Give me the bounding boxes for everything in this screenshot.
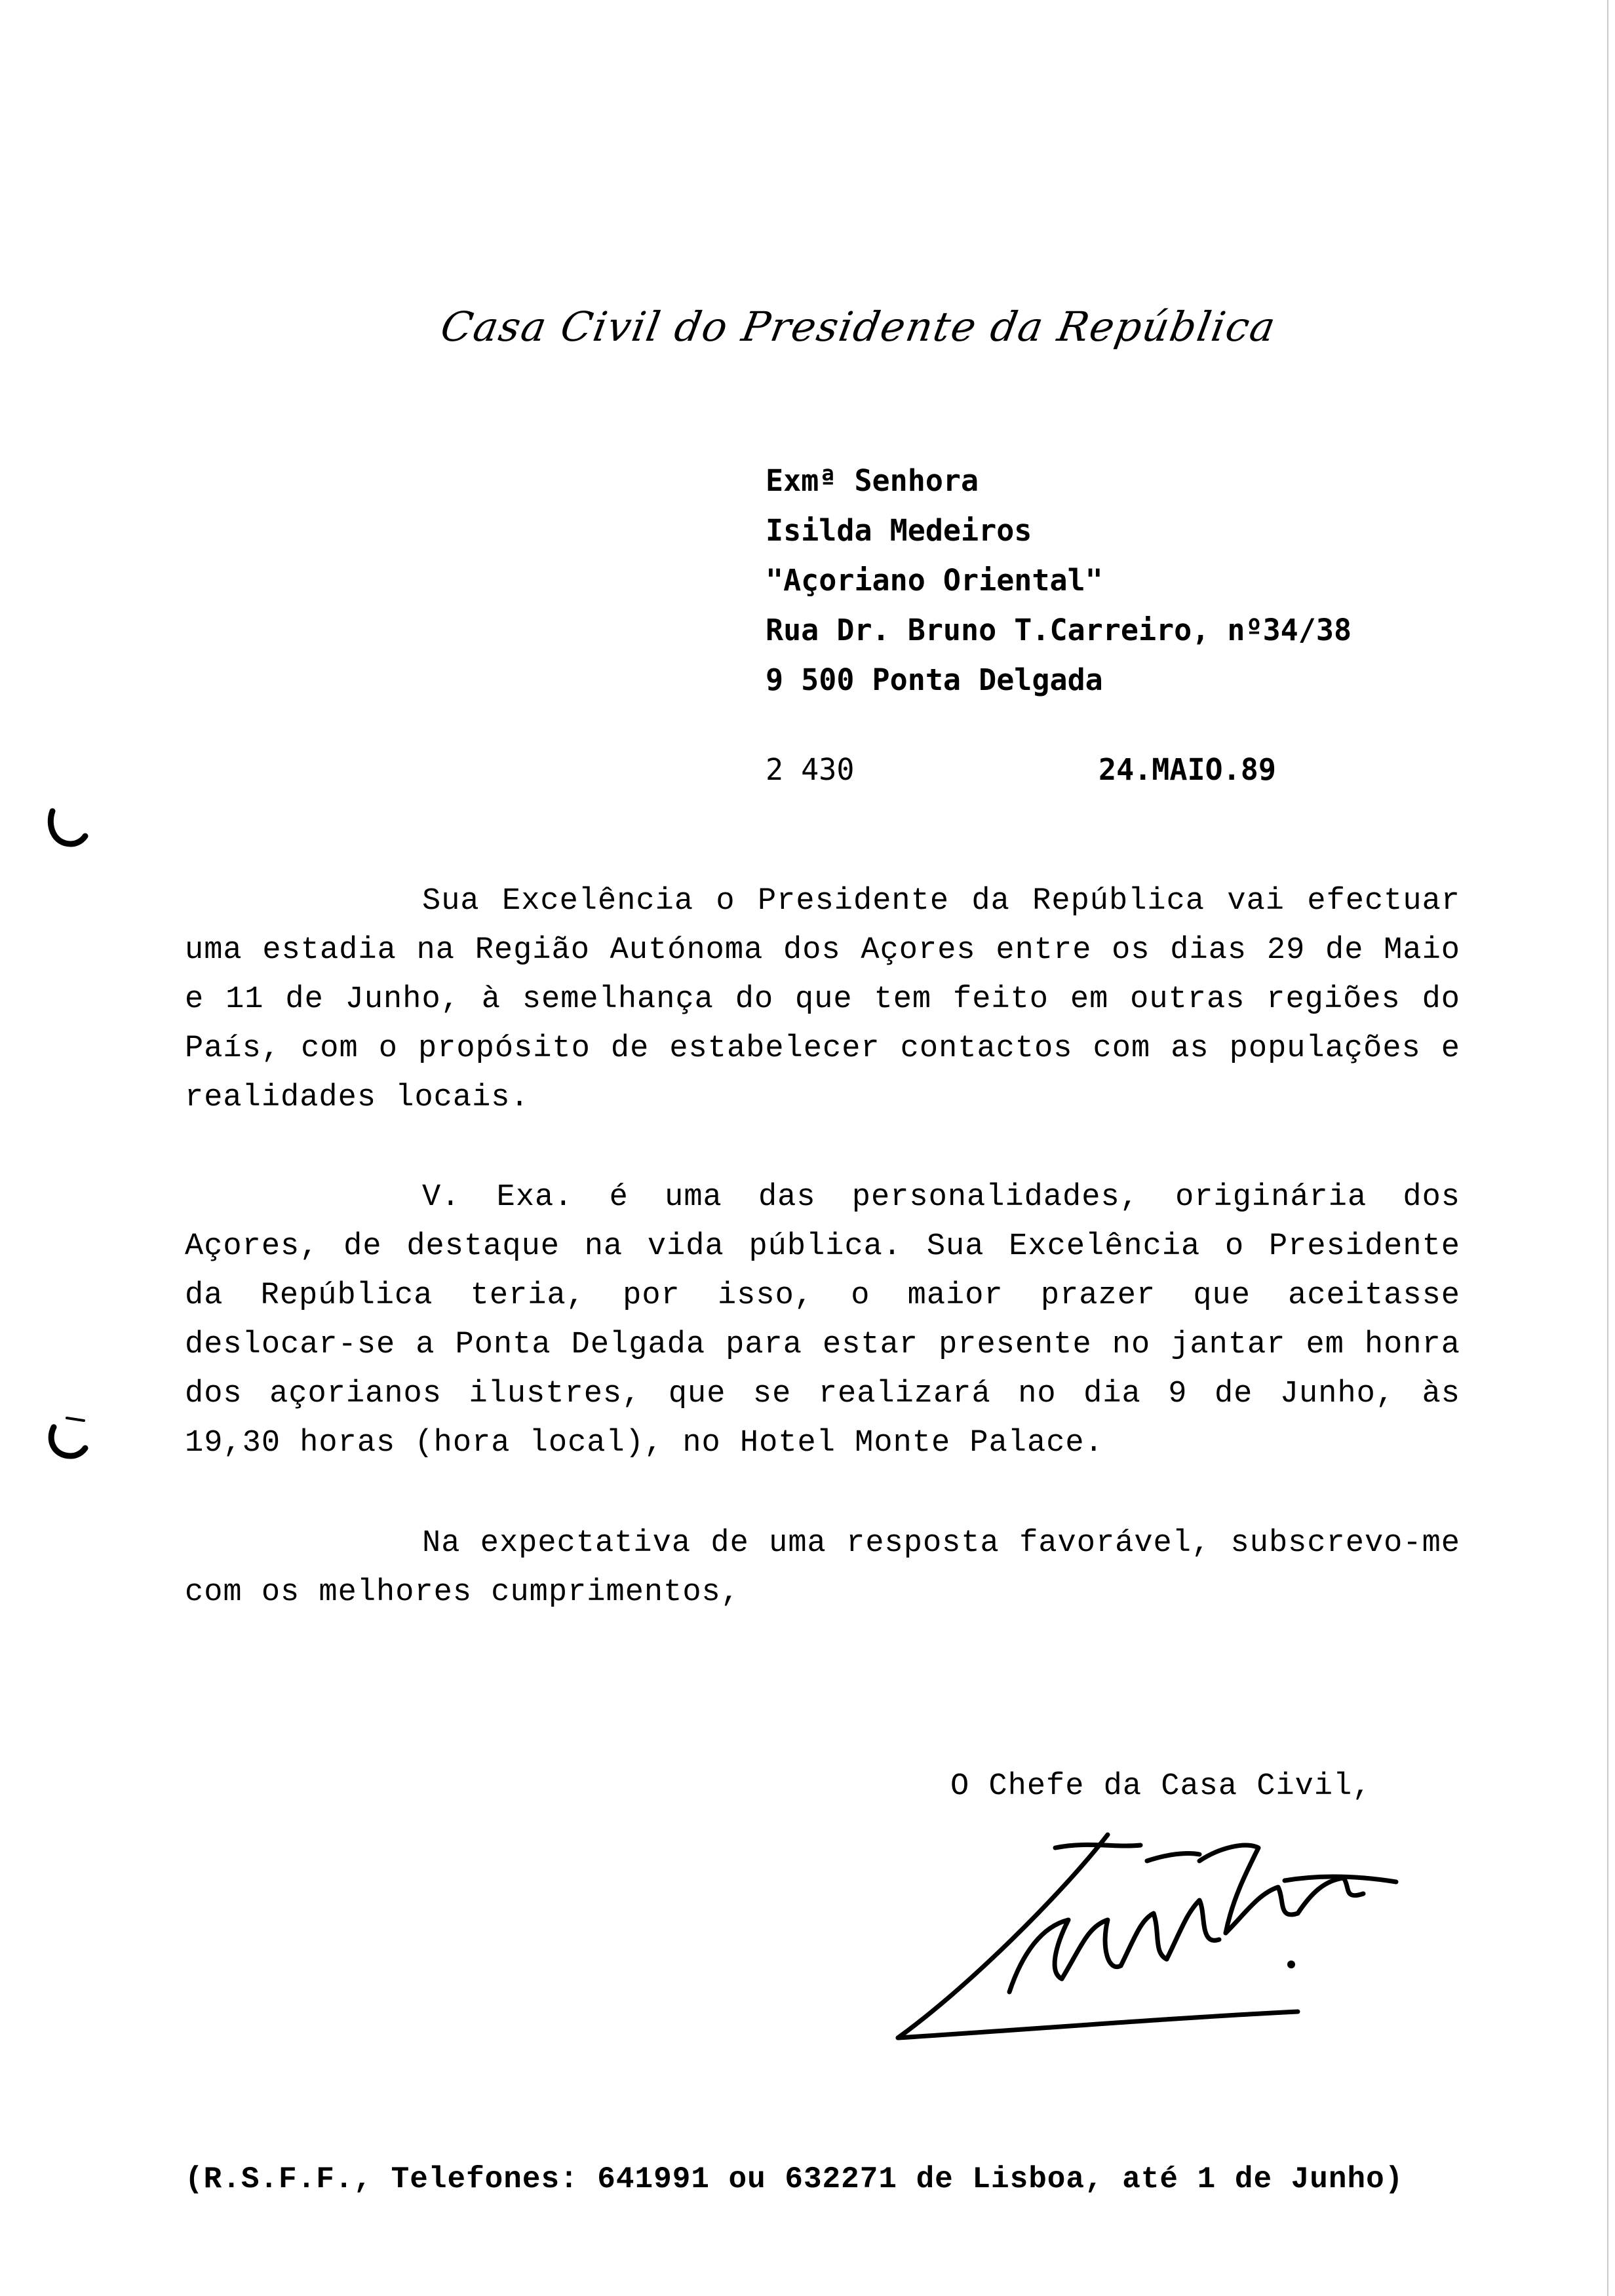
recipient-organization: "Açoriano Oriental" [766, 563, 1103, 598]
letterhead: Casa Civil do Presidente da República [437, 303, 1280, 351]
paragraph-1-text: Sua Excelência o Presidente da República vai efectuar uma estadia na Região Autónoma dos Açores entre os dias 29 de Maio e 11 de Junho, à semelhança do que tem feito em outras regiões do País, com o propósito de estabelecer contactos com as populações e realidades locais. [185, 884, 1460, 1115]
paragraph-3-text: Na expectativa de uma resposta favorável, subscrevo-me com os melhores cumprimentos, [185, 1526, 1460, 1610]
recipient-city: 9 500 Ponta Delgada [766, 662, 1103, 697]
closing-title: O Chefe da Casa Civil, [950, 1769, 1372, 1804]
paragraph-2-text: V. Exa. é uma das personalidades, originária dos Açores, de destaque na vida pública. Sua Excelência o Presidente da República teria, por isso, o maior prazer que aceitasse deslocar-se a Ponta Delgada para estar presente no jantar em honra dos açorianos ilustres, que se realizará no dia 9 de Junho, às 19,30 horas (hora local), no Hotel Monte Palace. [185, 1180, 1460, 1461]
reference-date: 24.MAIO.89 [1099, 752, 1276, 787]
recipient-street: Rua Dr. Bruno T.Carreiro, nº34/38 [766, 613, 1352, 647]
punch-hole-mark [45, 806, 90, 852]
recipient-address [766, 456, 1352, 705]
recipient-name: Isilda Medeiros [766, 513, 1032, 548]
paragraph-3 [185, 1519, 1460, 1617]
paragraph-1 [185, 877, 1460, 1122]
footer-note: (R.S.F.F., Telefones: 641991 ou 632271 de Lisboa, até 1 de Junho) [185, 2162, 1404, 2196]
recipient-salutation: Exmª Senhora [766, 463, 979, 498]
punch-hole-mark [45, 1415, 90, 1461]
reference-number: 2 430 [766, 752, 855, 787]
signature [891, 1822, 1403, 2057]
paragraph-2 [185, 1173, 1460, 1468]
page-edge-line [1607, 0, 1608, 2296]
